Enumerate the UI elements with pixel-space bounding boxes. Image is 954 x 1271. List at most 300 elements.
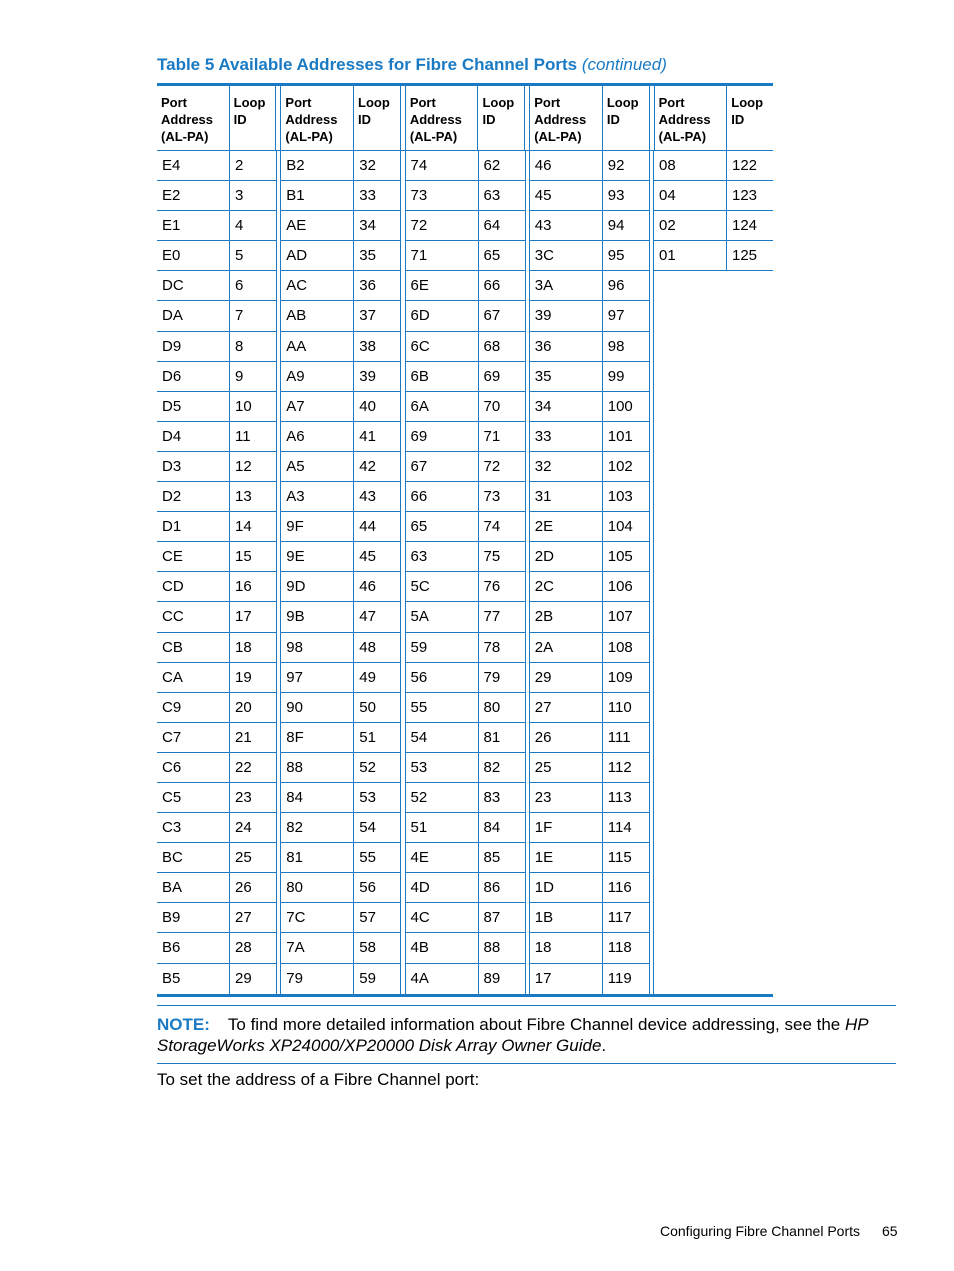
- header-port-line: Port: [161, 95, 187, 110]
- table-row: [530, 783, 649, 813]
- table-row: [157, 633, 276, 663]
- port-address-cell: E0: [157, 241, 230, 270]
- table-row: [157, 843, 276, 873]
- loop-id-cell: 98: [607, 337, 625, 355]
- port-address-cell: C3: [157, 813, 230, 842]
- port-address-cell: 32: [530, 452, 603, 481]
- loop-id-cell: 21: [235, 728, 252, 746]
- port-address-cell: 55: [406, 693, 479, 722]
- loop-id-cell: 34: [359, 217, 376, 235]
- header-loop-id: [478, 86, 524, 150]
- loop-id-cell: 53: [359, 788, 376, 806]
- port-address-cell: 71: [406, 241, 479, 270]
- table-row: [654, 151, 773, 181]
- loop-id-cell: 70: [483, 397, 501, 415]
- port-address-cell: 3C: [530, 241, 603, 270]
- loop-id-cell: 35: [359, 247, 376, 265]
- loop-id-cell: 48: [359, 638, 376, 656]
- loop-id-cell: 71: [483, 427, 501, 445]
- port-address-cell: 56: [406, 663, 479, 692]
- port-address-cell: 51: [406, 813, 479, 842]
- port-address-cell: 80: [281, 873, 354, 902]
- loop-id-cell: 65: [483, 247, 501, 265]
- port-address-cell: 8F: [281, 723, 354, 752]
- header-loop-line: Loop: [358, 95, 390, 110]
- port-address-cell: 6B: [406, 362, 479, 391]
- table-row: [157, 903, 276, 933]
- loop-id-cell: 87: [483, 909, 501, 927]
- header-loop-line: ID: [482, 112, 496, 127]
- header-port-line: Address: [161, 112, 214, 127]
- loop-id-cell: 58: [359, 939, 376, 957]
- loop-id-cell: 108: [607, 638, 633, 656]
- page-footer: [660, 1223, 898, 1239]
- port-address-cell: C7: [157, 723, 230, 752]
- header-loop-line: Loop: [482, 95, 515, 110]
- loop-id-cell: 92: [607, 157, 625, 174]
- table-row: [530, 903, 649, 933]
- table-row: [281, 933, 400, 963]
- loop-id-cell: 54: [359, 819, 376, 837]
- loop-id-cell: 28: [235, 939, 252, 957]
- port-address-cell: AD: [281, 241, 354, 270]
- loop-id-cell: 45: [359, 548, 376, 566]
- table-row: [530, 542, 649, 572]
- port-address-cell: D5: [157, 392, 230, 421]
- port-address-cell: 88: [281, 753, 354, 782]
- table-row: [530, 512, 649, 542]
- header-port-line: (AL-PA): [658, 129, 707, 144]
- table-body: [157, 151, 773, 994]
- loop-id-cell: 42: [359, 457, 376, 475]
- table-row: [281, 873, 400, 903]
- note-block: [157, 1005, 896, 1064]
- loop-id-cell: 20: [235, 698, 252, 716]
- port-address-cell: AA: [281, 332, 354, 361]
- table-row: [157, 301, 276, 331]
- table-row: [281, 693, 400, 723]
- header-loop-id: [230, 86, 276, 150]
- loop-id-cell: 116: [607, 879, 632, 897]
- table-row: [406, 482, 525, 512]
- port-address-cell: 1D: [530, 873, 603, 902]
- header-loop-line: ID: [233, 112, 247, 127]
- loop-id-cell: 111: [607, 728, 631, 746]
- port-address-cell: C6: [157, 753, 230, 782]
- table-row: [406, 843, 525, 873]
- port-address-cell: 35: [530, 362, 603, 391]
- port-address-cell: A5: [281, 452, 354, 481]
- port-address-cell: 69: [406, 422, 479, 451]
- table-row: [281, 392, 400, 422]
- loop-id-cell: 25: [235, 849, 252, 867]
- loop-id-cell: 100: [607, 397, 633, 415]
- loop-id-cell: 77: [483, 608, 501, 626]
- port-address-cell: B1: [281, 181, 354, 210]
- table-row: [530, 452, 649, 482]
- table-row: [530, 933, 649, 963]
- table-row: [281, 301, 400, 331]
- loop-id-cell: 104: [607, 518, 633, 536]
- port-address-cell: 98: [281, 633, 354, 662]
- loop-id-cell: 69: [483, 367, 501, 385]
- loop-id-cell: 67: [483, 307, 501, 325]
- port-address-cell: 2A: [530, 633, 603, 662]
- loop-id-cell: 46: [359, 578, 376, 596]
- port-address-cell: 43: [530, 211, 603, 240]
- header-port-line: Address: [534, 112, 587, 127]
- table-row: [281, 572, 400, 602]
- table-row: [530, 633, 649, 663]
- loop-id-cell: 56: [359, 879, 376, 897]
- table-row: [157, 512, 276, 542]
- port-address-cell: E2: [157, 181, 230, 210]
- port-address-cell: 08: [654, 151, 727, 180]
- loop-id-cell: 97: [607, 307, 625, 325]
- header-loop-line: ID: [731, 112, 745, 127]
- table-row: [281, 663, 400, 693]
- loop-id-cell: 86: [483, 879, 501, 897]
- table-row: [406, 693, 525, 723]
- port-address-cell: D4: [157, 422, 230, 451]
- port-address-cell: AE: [281, 211, 354, 240]
- table-row: [530, 964, 649, 994]
- loop-id-cell: 80: [483, 698, 501, 716]
- port-address-cell: 26: [530, 723, 603, 752]
- loop-id-cell: 26: [235, 879, 252, 897]
- port-address-cell: 33: [530, 422, 603, 451]
- port-address-cell: 9D: [281, 572, 354, 601]
- port-address-cell: 9F: [281, 512, 354, 541]
- port-address-cell: B6: [157, 933, 230, 962]
- port-address-cell: 59: [406, 633, 479, 662]
- loop-id-cell: 96: [607, 277, 625, 295]
- loop-id-cell: 36: [359, 277, 376, 295]
- table-row: [530, 813, 649, 843]
- column-group: [654, 151, 773, 994]
- table-row: [530, 301, 649, 331]
- loop-id-cell: 85: [483, 849, 501, 867]
- column-group: [281, 151, 400, 994]
- port-address-cell: A3: [281, 482, 354, 511]
- port-address-cell: B2: [281, 151, 354, 180]
- loop-id-cell: 75: [483, 548, 501, 566]
- table-row: [530, 332, 649, 362]
- loop-id-cell: 72: [483, 457, 501, 475]
- port-address-cell: B5: [157, 964, 230, 994]
- loop-id-cell: 32: [359, 157, 376, 174]
- loop-id-cell: 38: [359, 337, 376, 355]
- port-address-cell: 1E: [530, 843, 603, 872]
- table-row: [157, 933, 276, 963]
- table-row: [530, 482, 649, 512]
- port-address-cell: 5C: [406, 572, 479, 601]
- port-address-cell: 4D: [406, 873, 479, 902]
- table-row: [406, 964, 525, 994]
- table-row: [530, 843, 649, 873]
- loop-id-cell: 110: [607, 698, 632, 716]
- table-row: [406, 422, 525, 452]
- column-group: [406, 151, 525, 994]
- table-row: [406, 332, 525, 362]
- table-row: [406, 181, 525, 211]
- port-address-cell: A7: [281, 392, 354, 421]
- port-address-cell: 90: [281, 693, 354, 722]
- table-row: [157, 602, 276, 632]
- loop-id-cell: 115: [607, 849, 632, 867]
- loop-id-cell: 88: [483, 939, 501, 957]
- loop-id-cell: 93: [607, 187, 625, 205]
- table-row: [281, 271, 400, 301]
- loop-id-cell: 8: [235, 337, 244, 355]
- loop-id-cell: 64: [483, 217, 501, 235]
- port-address-cell: 9E: [281, 542, 354, 571]
- port-address-cell: 66: [406, 482, 479, 511]
- body-paragraph: To set the address of a Fibre Channel port:: [157, 1070, 480, 1089]
- port-address-cell: 27: [530, 693, 603, 722]
- loop-id-cell: 55: [359, 849, 376, 867]
- table-row: [406, 633, 525, 663]
- loop-id-cell: 125: [732, 247, 758, 265]
- table-row: [406, 211, 525, 241]
- port-address-cell: 2B: [530, 602, 603, 631]
- loop-id-cell: 68: [483, 337, 501, 355]
- loop-id-cell: 49: [359, 668, 376, 686]
- table-row: [157, 482, 276, 512]
- table-row: [281, 633, 400, 663]
- port-address-cell: B9: [157, 903, 230, 932]
- port-address-cell: 6D: [406, 301, 479, 330]
- loop-id-cell: 114: [607, 819, 632, 837]
- table-row: [157, 542, 276, 572]
- loop-id-cell: 109: [607, 668, 633, 686]
- port-address-cell: DC: [157, 271, 230, 300]
- loop-id-cell: 99: [607, 367, 625, 385]
- table-row: [281, 512, 400, 542]
- loop-id-cell: 4: [235, 217, 244, 235]
- loop-id-cell: 122: [732, 157, 758, 174]
- port-address-cell: D2: [157, 482, 230, 511]
- loop-id-cell: 22: [235, 758, 252, 776]
- port-address-cell: 2E: [530, 512, 603, 541]
- table-row: [157, 392, 276, 422]
- loop-id-cell: 47: [359, 608, 376, 626]
- table-row: [530, 723, 649, 753]
- table-row: [530, 181, 649, 211]
- port-address-cell: 73: [406, 181, 479, 210]
- port-address-cell: 02: [654, 211, 727, 240]
- note-end: .: [601, 1036, 607, 1055]
- table-row: [281, 241, 400, 271]
- port-address-cell: 82: [281, 813, 354, 842]
- column-group: [157, 151, 276, 994]
- loop-id-cell: 103: [607, 488, 633, 506]
- header-loop-line: Loop: [731, 95, 764, 110]
- loop-id-cell: 74: [483, 518, 501, 536]
- table-row: [281, 783, 400, 813]
- port-address-cell: D3: [157, 452, 230, 481]
- header-loop-line: Loop: [233, 95, 266, 110]
- port-address-cell: 1F: [530, 813, 603, 842]
- table-row: [654, 181, 773, 211]
- header-loop-id: [727, 86, 773, 150]
- loop-id-cell: 29: [235, 969, 252, 987]
- loop-id-cell: 123: [732, 187, 758, 205]
- port-address-cell: 17: [530, 964, 603, 994]
- table-row: [530, 572, 649, 602]
- table-row: [406, 753, 525, 783]
- loop-id-cell: 3: [235, 187, 244, 205]
- loop-id-cell: 102: [607, 457, 633, 475]
- port-address-cell: 53: [406, 753, 479, 782]
- page-number: 65: [882, 1223, 898, 1239]
- table-row: [406, 512, 525, 542]
- loop-id-cell: 41: [359, 427, 376, 445]
- loop-id-cell: 12: [235, 457, 252, 475]
- loop-id-cell: 13: [235, 488, 252, 506]
- loop-id-cell: 124: [732, 217, 758, 235]
- loop-id-cell: 81: [483, 728, 501, 746]
- table-row: [157, 663, 276, 693]
- port-address-cell: 97: [281, 663, 354, 692]
- note-text: To find more detailed information about Fibre Channel device addressing, see the: [227, 1015, 845, 1034]
- loop-id-cell: 44: [359, 518, 376, 536]
- table-row: [406, 362, 525, 392]
- table-row: [157, 362, 276, 392]
- table-row: [157, 783, 276, 813]
- loop-id-cell: 7: [235, 307, 244, 325]
- loop-id-cell: 5: [235, 247, 244, 265]
- table-row: [530, 873, 649, 903]
- loop-id-cell: 39: [359, 367, 376, 385]
- loop-id-cell: 10: [235, 397, 252, 415]
- loop-id-cell: 89: [483, 969, 501, 987]
- table-row: [281, 542, 400, 572]
- table-row: [530, 753, 649, 783]
- port-address-cell: 9B: [281, 602, 354, 631]
- loop-id-cell: 24: [235, 819, 252, 837]
- header-port-line: Port: [658, 95, 685, 110]
- port-address-cell: 4C: [406, 903, 479, 932]
- note-label: NOTE:: [157, 1015, 210, 1034]
- port-address-cell: 2D: [530, 542, 603, 571]
- note-reference: HP StorageWorks XP24000/XP20000 Disk Array Owner Guide: [157, 1015, 868, 1055]
- port-address-cell: 54: [406, 723, 479, 752]
- port-address-cell: 6C: [406, 332, 479, 361]
- table-row: [157, 693, 276, 723]
- port-address-cell: 4B: [406, 933, 479, 962]
- table-row: [406, 933, 525, 963]
- table-row: [157, 211, 276, 241]
- table-row: [654, 241, 773, 271]
- table-row: [281, 211, 400, 241]
- table-row: [406, 602, 525, 632]
- loop-id-cell: 59: [359, 969, 376, 987]
- port-address-cell: D6: [157, 362, 230, 391]
- port-address-cell: CC: [157, 602, 230, 631]
- table-row: [406, 663, 525, 693]
- loop-id-cell: 19: [235, 668, 252, 686]
- port-address-cell: 1B: [530, 903, 603, 932]
- loop-id-cell: 95: [607, 247, 625, 265]
- loop-id-cell: 66: [483, 277, 501, 295]
- port-address-cell: 6A: [406, 392, 479, 421]
- table-row: [281, 813, 400, 843]
- port-address-cell: D9: [157, 332, 230, 361]
- loop-id-cell: 37: [359, 307, 376, 325]
- port-address-cell: 72: [406, 211, 479, 240]
- table-row: [157, 723, 276, 753]
- loop-id-cell: 57: [359, 909, 376, 927]
- port-address-cell: BC: [157, 843, 230, 872]
- port-address-cell: 5A: [406, 602, 479, 631]
- header-port-line: (AL-PA): [285, 129, 333, 144]
- loop-id-cell: 73: [483, 488, 501, 506]
- table-row: [530, 271, 649, 301]
- loop-id-cell: 6: [235, 277, 244, 295]
- table-row: [530, 422, 649, 452]
- port-address-cell: D1: [157, 512, 230, 541]
- port-address-cell: 45: [530, 181, 603, 210]
- loop-id-cell: 118: [607, 939, 632, 957]
- table-row: [406, 271, 525, 301]
- header-port-line: (AL-PA): [534, 129, 582, 144]
- loop-id-cell: 79: [483, 668, 501, 686]
- loop-id-cell: 62: [483, 157, 501, 174]
- port-address-cell: 2C: [530, 572, 603, 601]
- loop-id-cell: 63: [483, 187, 501, 205]
- port-address-cell: 04: [654, 181, 727, 210]
- loop-id-cell: 117: [607, 909, 632, 927]
- header-port-address: [655, 86, 728, 150]
- table-title: Table 5 Available Addresses for Fibre Channel Ports: [157, 55, 578, 74]
- table-row: [157, 271, 276, 301]
- table-row: [281, 843, 400, 873]
- header-port-address: [281, 86, 354, 150]
- header-port-line: Address: [285, 112, 338, 127]
- loop-id-cell: 23: [235, 788, 252, 806]
- header-port-line: Port: [285, 95, 312, 110]
- footer-section: Configuring Fibre Channel Ports: [660, 1223, 860, 1239]
- loop-id-cell: 112: [607, 758, 632, 776]
- table-row: [530, 241, 649, 271]
- header-port-line: Address: [409, 112, 462, 127]
- port-address-cell: 63: [406, 542, 479, 571]
- port-address-cell: 39: [530, 301, 603, 330]
- port-address-cell: 25: [530, 753, 603, 782]
- port-address-cell: CB: [157, 633, 230, 662]
- address-table: [157, 83, 773, 997]
- table-row: [157, 422, 276, 452]
- loop-id-cell: 78: [483, 638, 501, 656]
- table-row: [281, 753, 400, 783]
- table-row: [530, 211, 649, 241]
- port-address-cell: 01: [654, 241, 727, 270]
- loop-id-cell: 107: [607, 608, 633, 626]
- table-row: [281, 362, 400, 392]
- port-address-cell: CE: [157, 542, 230, 571]
- table-row: [157, 964, 276, 994]
- port-address-cell: 4A: [406, 964, 479, 994]
- table-row: [406, 873, 525, 903]
- port-address-cell: 74: [406, 151, 479, 180]
- port-address-cell: E4: [157, 151, 230, 180]
- table-row: [281, 964, 400, 994]
- loop-id-cell: 33: [359, 187, 376, 205]
- header-loop-line: Loop: [606, 95, 639, 110]
- loop-id-cell: 43: [359, 488, 376, 506]
- header-port-address: [530, 86, 603, 150]
